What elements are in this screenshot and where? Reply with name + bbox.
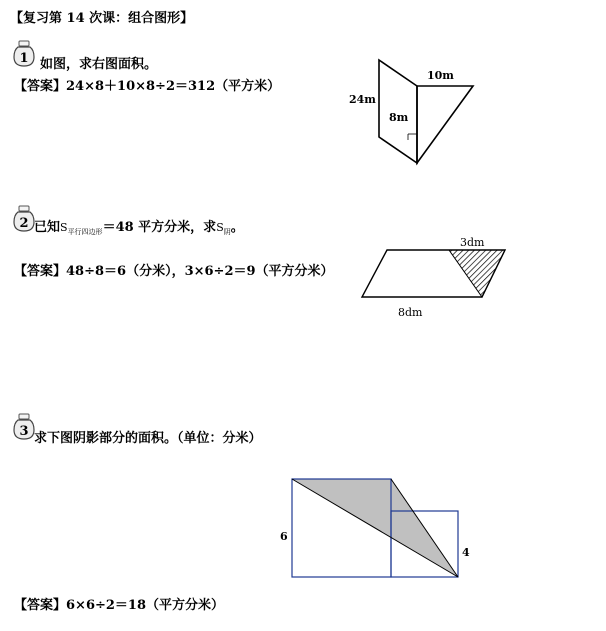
label-8dm: 8dm	[398, 306, 423, 319]
q2-s-letter: S	[60, 221, 68, 234]
q2-prefix: 已知	[34, 220, 61, 235]
label-24m: 24m	[349, 93, 376, 106]
badge-number-1: 1	[19, 51, 29, 66]
badge-number-3: 3	[19, 424, 29, 439]
q2-s2-letter: S	[216, 221, 224, 234]
label-8m: 8m	[389, 111, 409, 124]
lesson-header: 【复习第 14 次课：组合图形】	[10, 11, 194, 26]
problem-2-answer: 【答案】48÷8＝6（分米），3×6÷2＝9（平方分米）	[14, 264, 334, 279]
q2-s-subscript: 平行四边形	[67, 228, 103, 236]
problem-1-question: 如图，求右图面积。	[40, 57, 158, 72]
label-3dm: 3dm	[460, 236, 485, 249]
problem-1-answer: 【答案】24×8＋10×8÷2＝312（平方米）	[14, 79, 281, 94]
problem-3-question: 求下图阴影部分的面积。（单位：分米）	[34, 431, 262, 446]
label-6: 6	[280, 530, 288, 543]
q2-mid: ＝48 平方分米，求	[102, 220, 217, 235]
q2-s2-subscript: 阴	[223, 228, 231, 236]
label-10m: 10m	[427, 69, 454, 82]
problem-3-answer: 【答案】6×6÷2＝18（平方分米）	[14, 598, 225, 613]
badge-number-2: 2	[19, 216, 29, 231]
label-4: 4	[462, 546, 470, 559]
q2-end: 。	[230, 220, 244, 235]
